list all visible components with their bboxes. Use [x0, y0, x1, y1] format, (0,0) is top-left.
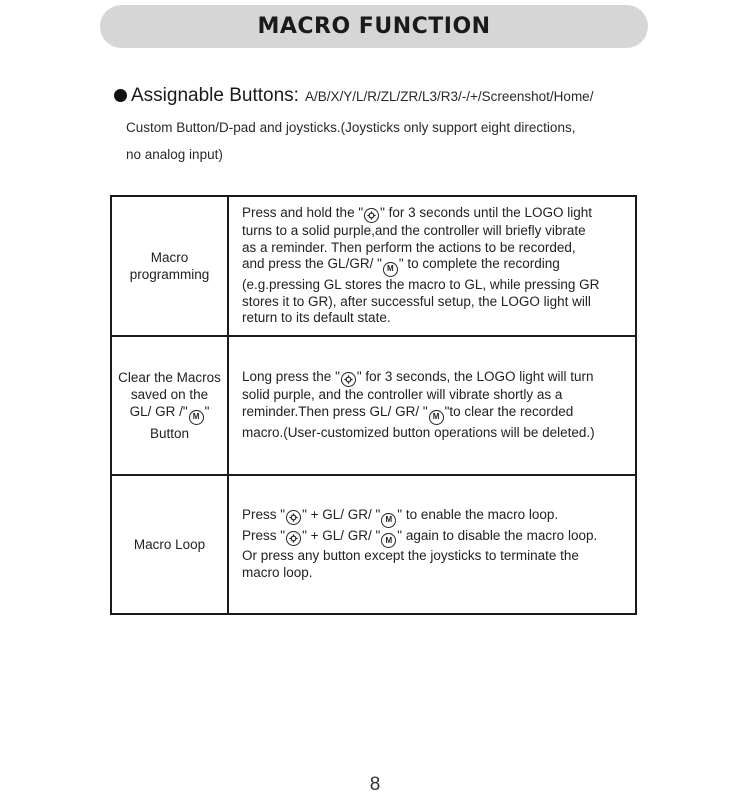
assignable-buttons-line-2: Custom Button/D-pad and joysticks.(Joysticks only support eight directions,	[126, 120, 576, 135]
page-number: 8	[369, 774, 381, 795]
row-description-macro-programming	[228, 196, 636, 336]
table-row-macro-loop	[111, 475, 636, 614]
section-title-banner	[100, 5, 648, 48]
desc-line: return to its default state.	[242, 310, 391, 326]
bullet-icon	[114, 89, 127, 102]
desc-line: macro.(User-customized button operations will be deleted.)	[242, 424, 595, 440]
row-label-line: Macro	[150, 250, 189, 265]
row-label-line: Clear the Macros	[118, 370, 221, 386]
row-label-clear-macros	[111, 336, 228, 475]
row-label-macro-programming	[111, 196, 228, 336]
desc-line: Press " " + GL/ GR/ " M " to enable the macro loop.	[242, 507, 623, 528]
macro-function-table	[110, 195, 637, 615]
assignable-buttons-line-3: no analog input)	[126, 147, 223, 162]
assignable-buttons-label: Assignable Buttons:	[131, 85, 299, 106]
m-button-icon: M	[381, 533, 396, 548]
desc-line: Long press the " " for 3 seconds, the LOGO light will turn	[242, 369, 623, 387]
desc-line: Press and hold the " " for 3 seconds until the LOGO light	[242, 205, 623, 223]
desc-line: reminder.Then press GL/ GR/ " M "to clear the recorded	[242, 404, 623, 425]
row-label-macro-loop	[111, 475, 228, 614]
row-label-line: Macro Loop	[133, 537, 206, 552]
gear-home-icon	[341, 372, 356, 387]
desc-line: as a reminder. Then perform the actions to be recorded,	[242, 239, 576, 255]
desc-line: Press " " + GL/ GR/ " M " again to disable the macro loop.	[242, 528, 623, 549]
assignable-buttons-list: A/B/X/Y/L/R/ZL/ZR/L3/R3/-/+/Screenshot/Home/	[304, 89, 594, 104]
desc-line: Or press any button except the joysticks to terminate the	[242, 548, 579, 564]
page-title: MACRO FUNCTION	[257, 14, 491, 39]
gear-home-icon	[286, 510, 301, 525]
desc-line: stores it to GR), after successful setup, the LOGO light will	[242, 293, 591, 309]
desc-line: (e.g.pressing GL stores the macro to GL, while pressing GR	[242, 276, 600, 292]
assignable-buttons-line-1	[114, 85, 654, 107]
m-button-icon: M	[383, 262, 398, 277]
table-row-macro-programming	[111, 196, 636, 336]
row-description-macro-loop	[228, 475, 636, 614]
row-label-line: Button	[149, 425, 190, 441]
desc-line: and press the GL/GR/ " M " to complete the recording	[242, 256, 623, 277]
row-description-clear-macros	[228, 336, 636, 475]
row-label-line: programming	[129, 267, 210, 282]
table-row-clear-macros	[111, 336, 636, 475]
gear-home-icon	[286, 531, 301, 546]
desc-line: turns to a solid purple,and the controller will briefly vibrate	[242, 222, 586, 238]
row-label-line: saved on the	[130, 387, 209, 403]
row-label-line: GL/ GR /" M "	[112, 403, 227, 425]
gear-home-icon	[364, 208, 379, 223]
assignable-buttons-section	[114, 85, 654, 162]
m-button-icon: M	[429, 410, 444, 425]
m-button-icon: M	[189, 410, 204, 425]
m-button-icon: M	[381, 513, 396, 528]
desc-line: solid purple, and the controller will vibrate shortly as a	[242, 387, 563, 403]
desc-line: macro loop.	[242, 565, 313, 580]
